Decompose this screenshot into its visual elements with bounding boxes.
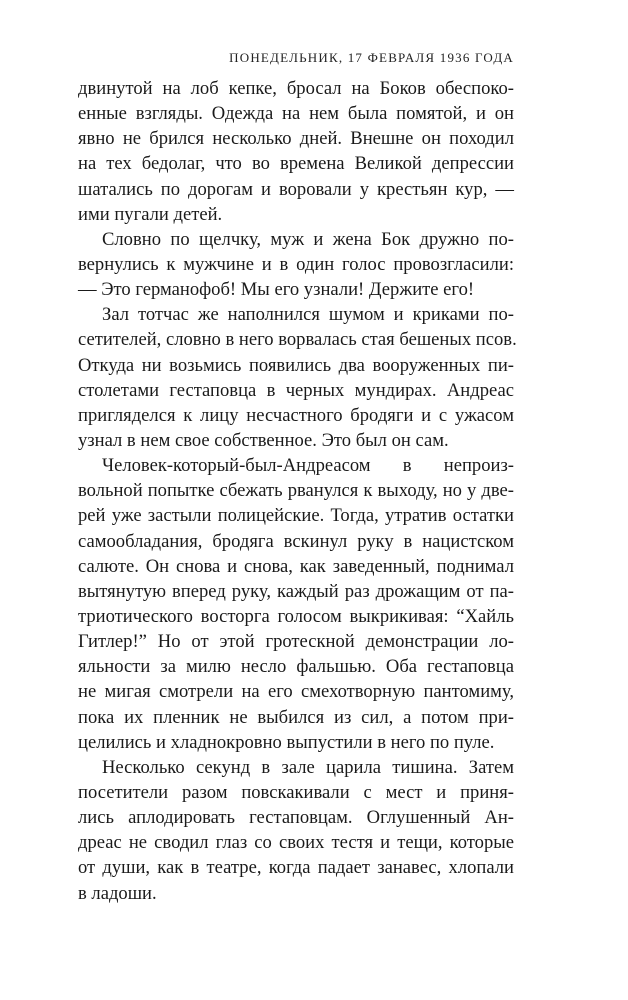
text-line: вольной попытке сбежать рванулся к выходу, но у две- — [78, 480, 514, 502]
text-line: двинутой на лоб кепке, бросал на Боков обеспоко- — [78, 78, 514, 99]
text-line: вытянутую вперед руку, каждый раз дрожащим от па- — [78, 580, 514, 602]
text-line: Человек-который-был-Андреасом в непроиз- — [102, 455, 514, 477]
text-line: самообладания, бродяга вскинул руку в нацистском — [78, 530, 514, 552]
text-line: Зал тотчас же наполнился шумом и криками по- — [102, 304, 514, 326]
text-line: сетителей, словно в него ворвалась стая бешеных псов. — [78, 329, 517, 351]
text-line: яльности за милю несло фальшью. Оба гестаповца — [78, 656, 514, 678]
text-line: пригляделся к лицу несчастного бродяги и с ужасом — [78, 404, 514, 426]
text-line: салюте. Он снова и снова, как заведенный, поднимал — [78, 555, 514, 577]
body-text — [78, 76, 517, 906]
text-line: шатались по дорогам и воровали у крестьян кур, — — [78, 178, 514, 200]
text-line: пока их пленник не выбился из сил, а потом при- — [78, 706, 514, 728]
text-line: в ладоши. — [78, 882, 157, 904]
text-line: ими пугали детей. — [78, 203, 223, 225]
text-line: на тех бедолаг, что во времена Великой депрессии — [78, 153, 514, 175]
text-line: Словно по щелчку, муж и жена Бок дружно по- — [102, 228, 514, 250]
text-line: Несколько секунд в зале царила тишина. Затем — [102, 756, 514, 778]
text-line: Гитлер!” Но от этой гротескной демонстрации ло- — [78, 631, 514, 653]
text-line: явно не брился несколько дней. Внешне он походил — [78, 128, 514, 150]
text-line: Откуда ни возьмись появились два вооруженных пи- — [78, 354, 514, 376]
text-line: вернулись к мужчине и в один голос провозгласили: — [78, 253, 514, 275]
text-line: триотического восторга голосом выкрикивая: “Хайль — [78, 605, 514, 627]
text-line: дреас не сводил глаз со своих тестя и тещи, которые — [78, 832, 514, 854]
text-line: от души, как в театре, когда падает занавес, хлопали — [78, 857, 514, 879]
running-header: ПОНЕДЕЛЬНИК, 17 ФЕВРАЛЯ 1936 ГОДА — [229, 50, 514, 65]
text-line: посетители разом повскакивали с мест и приня- — [78, 781, 514, 803]
text-line: узнал в нем свое собственное. Это был он сам. — [78, 429, 449, 451]
text-line: енные взгляды. Одежда на нем была помятой, и он — [78, 103, 514, 125]
text-line: лись аплодировать гестаповцам. Оглушенный Ан- — [78, 807, 514, 829]
dialogue-line: — Это германофоб! Мы его узнали! Держите его! — [78, 279, 475, 301]
text-line: столетами гестаповца в черных мундирах. Андреас — [78, 379, 514, 401]
text-line: не мигая смотрели на его смехотворную пантомиму, — [78, 681, 514, 703]
text-line: целились и хладнокровно выпустили в него по пуле. — [78, 731, 495, 753]
text-line: рей уже застыли полицейские. Тогда, утратив остатки — [78, 505, 514, 527]
